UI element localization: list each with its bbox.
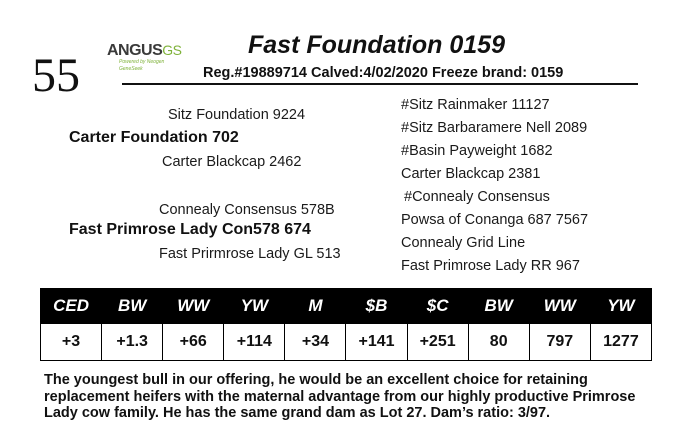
actual-value-yw: 1277 <box>590 324 651 361</box>
great-grandparent: Powsa of Conanga 687 7567 <box>401 212 589 228</box>
epd-table <box>40 288 652 361</box>
epd-value-row <box>41 324 652 361</box>
great-grandparent: #Basin Payweight 1682 <box>401 143 553 159</box>
epd-header-ww: WW <box>163 289 224 324</box>
great-grandparent: Connealy Grid Line <box>401 235 526 251</box>
dam-sire: Connealy Consensus 578B <box>159 202 335 218</box>
header-divider <box>122 83 638 85</box>
sire: Carter Foundation 702 <box>69 129 239 146</box>
epd-value-ww: +66 <box>163 324 224 361</box>
epd-header-c: $C <box>407 289 468 324</box>
epd-value-b: +141 <box>346 324 407 361</box>
great-grandparent: #Sitz Rainmaker 11127 <box>401 97 550 113</box>
epd-header-m: M <box>285 289 346 324</box>
registration-details: Reg.#19889714 Calved:4/02/2020 Freeze brand: 0159 <box>203 65 564 81</box>
epd-value-m: +34 <box>285 324 346 361</box>
lot-description: The youngest bull in our offering, he would be an excellent choice for retaining replacement heifers with the maternal advantage from our highly productive Primrose Lady cow family. He has the same grand dam as Lot 27. Dam’s ratio: 3/97. <box>44 372 636 421</box>
great-grandparent: #Sitz Barbaramere Nell 2089 <box>401 120 588 136</box>
epd-value-bw: +1.3 <box>102 324 163 361</box>
epd-value-c: +251 <box>407 324 468 361</box>
epd-value-ced: +3 <box>41 324 102 361</box>
actual-value-ww: 797 <box>529 324 590 361</box>
dam: Fast Primrose Lady Con578 674 <box>69 221 311 238</box>
sire-sire: Sitz Foundation 9224 <box>168 107 306 123</box>
actual-header-bw: BW <box>468 289 529 324</box>
actual-header-ww: WW <box>529 289 590 324</box>
great-grandparent: #Connealy Consensus <box>404 189 550 205</box>
logo-tagline: Powered by Neogen GeneSeek <box>119 59 165 72</box>
dam-dam: Fast Prirmrose Lady GL 513 <box>159 246 341 262</box>
actual-header-yw: YW <box>590 289 651 324</box>
epd-header-bw: BW <box>102 289 163 324</box>
great-grandparent: Fast Primrose Lady RR 967 <box>401 258 580 274</box>
animal-name: Fast Foundation 0159 <box>248 31 505 59</box>
lot-number: 55 <box>32 49 80 102</box>
actual-value-bw: 80 <box>468 324 529 361</box>
epd-header-yw: YW <box>224 289 285 324</box>
epd-header-b: $B <box>346 289 407 324</box>
sire-dam: Carter Blackcap 2462 <box>162 154 302 170</box>
epd-header-row <box>41 289 652 324</box>
epd-value-yw: +114 <box>224 324 285 361</box>
logo-main-text: ANGUS <box>107 42 163 59</box>
angus-gs-logo <box>107 42 187 72</box>
great-grandparent: Carter Blackcap 2381 <box>401 166 541 182</box>
logo-accent-text: GS <box>162 42 182 58</box>
epd-header-ced: CED <box>41 289 102 324</box>
